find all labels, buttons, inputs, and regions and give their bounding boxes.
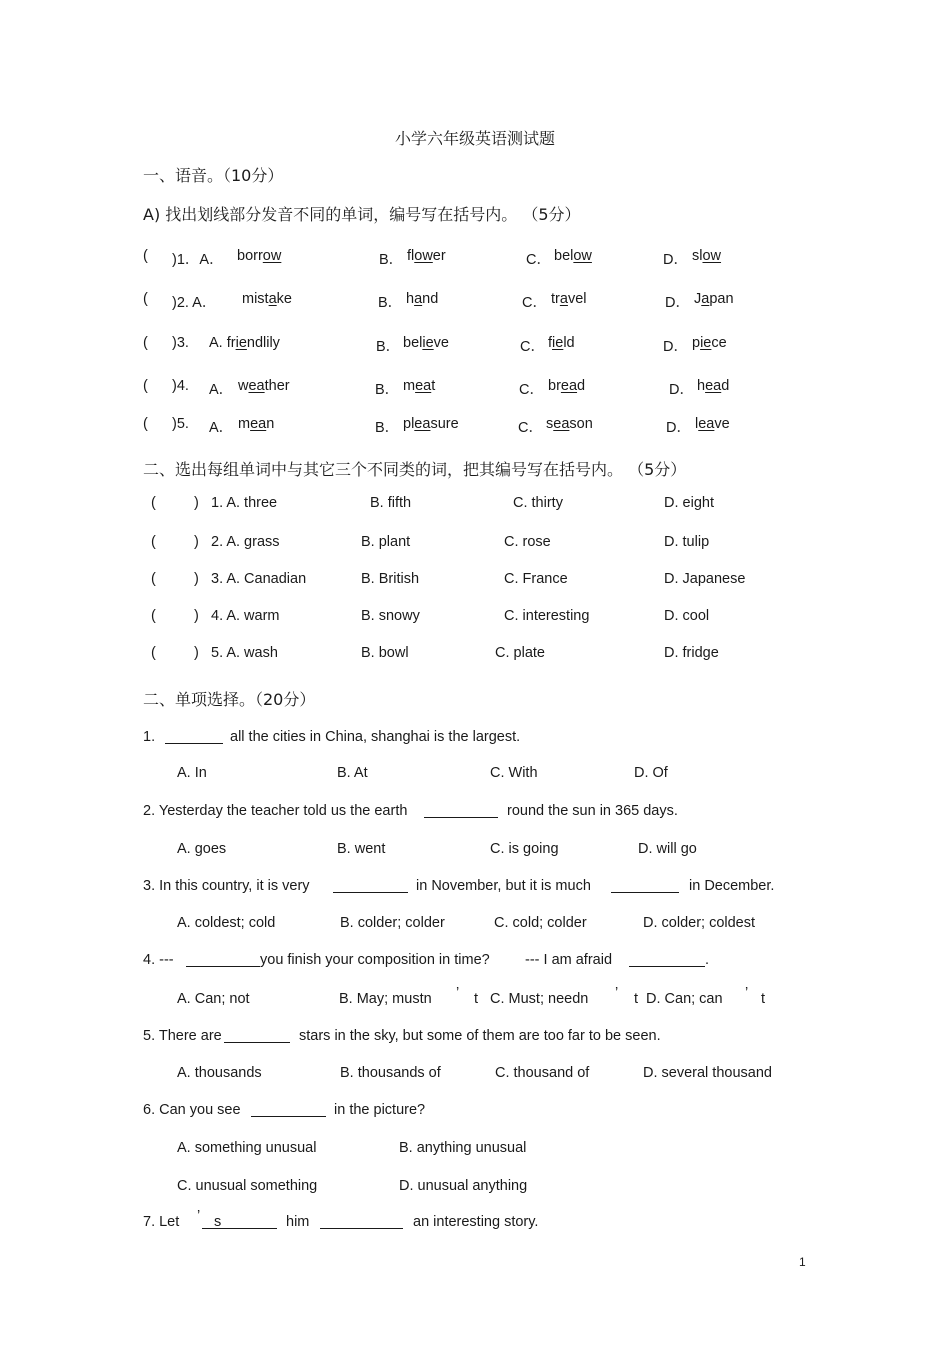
option-a: 1. A. three xyxy=(211,495,278,511)
option-c: C. interesting xyxy=(504,608,590,624)
question-number: )5. xyxy=(172,416,189,432)
page-number: 1 xyxy=(799,1255,806,1269)
option-c-label: C． xyxy=(522,295,547,311)
option-a: 5. A. wash xyxy=(211,645,278,661)
option-d: D. Of xyxy=(634,765,668,781)
option-c: C. With xyxy=(490,765,538,781)
option-a: A. something unusual xyxy=(177,1140,317,1156)
answer-paren-open: ( xyxy=(151,495,156,511)
option-d: Japan xyxy=(694,291,734,307)
option-c-label: C． xyxy=(519,382,544,398)
option-b-label: B． xyxy=(379,252,404,268)
option-b: B. May; mustn xyxy=(339,991,432,1007)
option-a-label: A． xyxy=(209,382,234,398)
option-b: pleasure xyxy=(403,416,459,432)
option-d: D. will go xyxy=(638,841,697,857)
option-d-label: D． xyxy=(665,295,690,311)
option-c: bread xyxy=(548,378,586,394)
option-d: D. tulip xyxy=(664,534,710,550)
question-text-cont: him xyxy=(286,1214,310,1230)
question-text-end: in December. xyxy=(689,878,775,894)
option-a: mistake xyxy=(242,291,292,307)
question-text-end: an interesting story. xyxy=(413,1214,539,1230)
answer-paren-open: ( xyxy=(151,534,156,550)
option-c-label: C． xyxy=(520,339,545,355)
question-text: 2. Yesterday the teacher told us the earth xyxy=(143,803,408,819)
option-b: B. British xyxy=(361,571,420,587)
option-a: 4. A. warm xyxy=(211,608,280,624)
question-text: 7. Let xyxy=(143,1214,180,1230)
option-c: below xyxy=(554,248,592,264)
option-a: borrow xyxy=(237,248,282,264)
answer-blank[interactable] xyxy=(165,731,223,744)
question-text: 4. --- xyxy=(143,952,174,968)
answer-paren: ( xyxy=(143,416,148,432)
option-b: B. plant xyxy=(361,534,411,550)
question-number: )1．A． xyxy=(172,252,224,268)
contraction-s: s xyxy=(214,1214,222,1230)
question-text: all the cities in China, shanghai is the largest. xyxy=(230,729,521,745)
section2-heading: 二、选出每组单词中与其它三个不同类的词，把其编号写在括号内。 （5分） xyxy=(143,460,687,479)
option-a: A. coldest; cold xyxy=(177,915,276,931)
answer-paren-close: ) xyxy=(194,495,199,511)
option-d-label: D． xyxy=(666,420,691,436)
question-number: 1. xyxy=(143,729,156,745)
option-b: B. At xyxy=(337,765,368,781)
option-b: B. went xyxy=(337,841,386,857)
option-b-label: B． xyxy=(375,420,400,436)
apostrophe: ’ xyxy=(197,1208,201,1224)
question-number: )3. xyxy=(172,335,189,351)
option-c-label: C． xyxy=(526,252,551,268)
option-d: D. Japanese xyxy=(664,571,746,587)
option-c-apostrophe: ’ xyxy=(615,985,619,1001)
answer-blank-2[interactable] xyxy=(611,880,679,893)
question-text: 3. In this country, it is very xyxy=(143,878,310,894)
option-b-label: B． xyxy=(376,339,401,355)
answer-blank-2[interactable] xyxy=(320,1216,403,1229)
answer-blank-1[interactable] xyxy=(186,954,260,967)
option-c: C. is going xyxy=(490,841,559,857)
option-d-label: D． xyxy=(663,339,688,355)
answer-blank-2[interactable] xyxy=(629,954,705,967)
answer-paren: ( xyxy=(143,248,148,264)
option-b: B. fifth xyxy=(370,495,412,511)
answer-paren-close: ) xyxy=(194,534,199,550)
option-c: C. France xyxy=(504,571,568,587)
question-text: 6. Can you see xyxy=(143,1102,241,1118)
option-a: weather xyxy=(238,378,290,394)
answer-paren-open: ( xyxy=(151,571,156,587)
option-d: D. Can; can xyxy=(646,991,723,1007)
option-b: flower xyxy=(407,248,446,264)
answer-paren-close: ) xyxy=(194,608,199,624)
question-text: 5. There are xyxy=(143,1028,222,1044)
option-d: D. unusual anything xyxy=(399,1178,528,1194)
question-text-cont: you finish your composition in time? xyxy=(260,952,490,968)
option-d: D. colder; coldest xyxy=(643,915,756,931)
option-b: B. anything unusual xyxy=(399,1140,527,1156)
option-b: B. snowy xyxy=(361,608,420,624)
answer-blank-1[interactable] xyxy=(333,880,408,893)
option-c: travel xyxy=(551,291,587,307)
answer-blank[interactable] xyxy=(224,1030,290,1043)
option-c: C. cold; colder xyxy=(494,915,587,931)
question-text-cont: in November, but it is much xyxy=(416,878,591,894)
option-d-label: D． xyxy=(663,252,688,268)
option-d: D. eight xyxy=(664,495,714,511)
section1-parta-heading: A) 找出划线部分发音不同的单词，编号写在括号内。 （5分） xyxy=(143,205,581,224)
option-c: season xyxy=(546,416,593,432)
option-b-label: B． xyxy=(378,295,403,311)
question-text-end: . xyxy=(705,952,710,968)
option-b-end: t xyxy=(474,991,479,1007)
option-d: leave xyxy=(695,416,730,432)
answer-blank[interactable] xyxy=(251,1104,326,1117)
option-b: believe xyxy=(403,335,449,351)
option-d: piece xyxy=(692,335,727,351)
option-c: C. thousand of xyxy=(495,1065,590,1081)
option-d: head xyxy=(697,378,730,394)
option-d-apostrophe: ’ xyxy=(745,985,749,1001)
answer-paren: ( xyxy=(143,335,148,351)
answer-paren-open: ( xyxy=(151,645,156,661)
option-d: slow xyxy=(692,248,722,264)
option-c: C. thirty xyxy=(513,495,563,511)
option-a: 3. A. Canadian xyxy=(211,571,307,587)
option-d: D. several thousand xyxy=(643,1065,772,1081)
option-c: C. rose xyxy=(504,534,551,550)
option-b: B. colder; colder xyxy=(340,915,445,931)
option-d-label: D． xyxy=(669,382,694,398)
option-b: B. thousands of xyxy=(340,1065,441,1081)
question-text-reply: --- I am afraid xyxy=(525,952,613,968)
option-b-apostrophe: ’ xyxy=(456,985,460,1001)
answer-paren-open: ( xyxy=(151,608,156,624)
option-c-end: t xyxy=(634,991,639,1007)
option-b: B. bowl xyxy=(361,645,409,661)
option-c: C. plate xyxy=(495,645,545,661)
question-text-cont: stars in the sky, but some of them are too far to be seen. xyxy=(299,1028,661,1044)
option-c-label: C． xyxy=(518,420,543,436)
option-a-label: A． xyxy=(209,420,234,436)
answer-paren: ( xyxy=(143,291,148,307)
answer-paren-close: ) xyxy=(194,571,199,587)
option-c: C. Must; needn xyxy=(490,991,589,1007)
option-d: D. fridge xyxy=(664,645,719,661)
option-b: hand xyxy=(406,291,439,307)
page-title: 小学六年级英语测试题 xyxy=(394,129,555,148)
section3-heading: 二、单项选择。（20分） xyxy=(143,690,316,709)
answer-blank[interactable] xyxy=(424,805,498,818)
option-d: D. cool xyxy=(664,608,710,624)
option-b: meat xyxy=(403,378,436,394)
option-a: mean xyxy=(238,416,275,432)
question-number: )4. xyxy=(172,378,189,394)
option-b-label: B． xyxy=(375,382,400,398)
option-a: 2. A. grass xyxy=(211,534,280,550)
answer-paren-close: ) xyxy=(194,645,199,661)
option-d-end: t xyxy=(761,991,766,1007)
option-a: A. friendlily xyxy=(209,335,280,351)
answer-paren: ( xyxy=(143,378,148,394)
question-number: )2. A． xyxy=(172,295,217,311)
question-text-cont: round the sun in 365 days. xyxy=(507,803,678,819)
option-a: A. thousands xyxy=(177,1065,262,1081)
option-a: A. goes xyxy=(177,841,227,857)
option-c: C. unusual something xyxy=(177,1178,318,1194)
option-a: A. Can; not xyxy=(177,991,250,1007)
option-a: A. In xyxy=(177,765,207,781)
question-text-cont: in the picture? xyxy=(334,1102,426,1118)
option-c: field xyxy=(548,335,575,351)
section1-heading: 一、语音。（10分） xyxy=(143,166,284,185)
